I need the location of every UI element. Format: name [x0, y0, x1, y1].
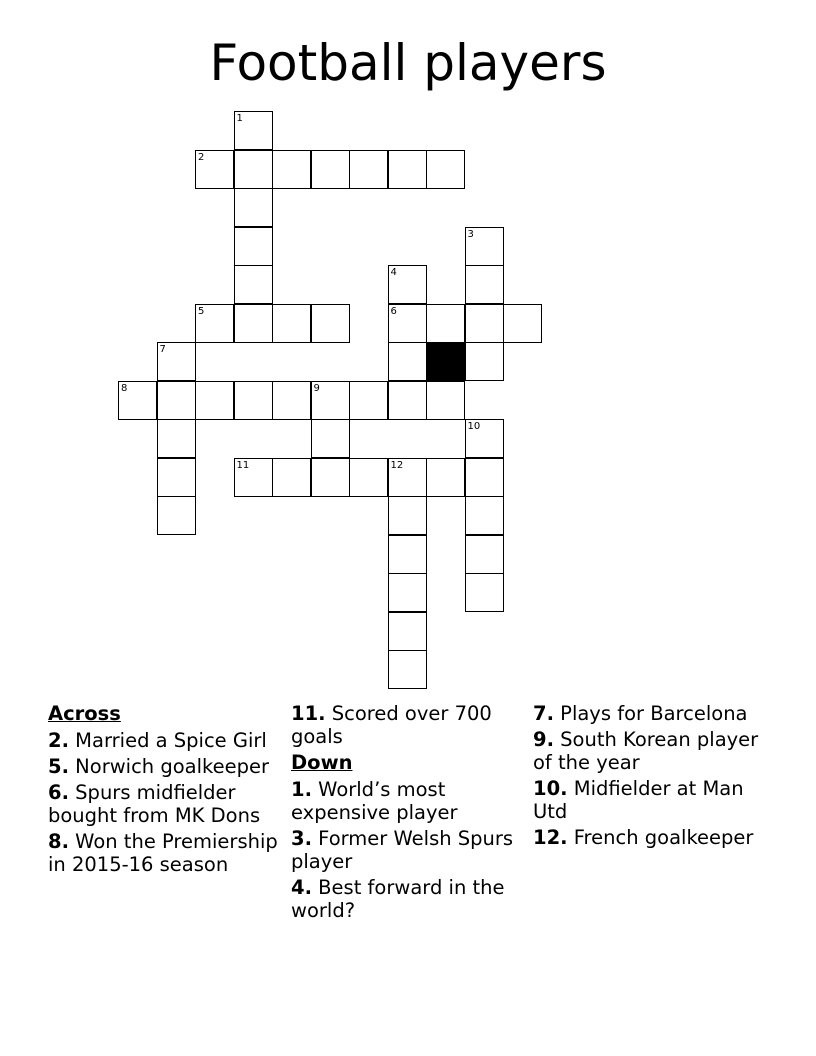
grid-cell[interactable] — [465, 535, 504, 574]
clue-across-8 — [48, 830, 278, 876]
grid-cell[interactable] — [157, 419, 196, 458]
clue-text: Midfielder at Man Utd — [533, 777, 744, 823]
black-square — [426, 342, 465, 381]
clue-text: Best forward in the world? — [291, 876, 505, 922]
grid-cell[interactable] — [426, 150, 465, 189]
clue-number: 3. — [291, 827, 312, 850]
grid-cell[interactable] — [465, 342, 504, 381]
clue-down-12 — [533, 826, 763, 849]
grid-cell[interactable] — [234, 304, 273, 343]
grid-cell[interactable] — [426, 381, 465, 420]
grid-cell[interactable] — [388, 265, 427, 304]
grid-cell[interactable] — [272, 304, 311, 343]
cell-number: 11 — [236, 459, 250, 471]
grid-cell[interactable] — [234, 265, 273, 304]
clues-column-3 — [533, 702, 763, 852]
grid-cell[interactable] — [465, 458, 504, 497]
grid-cell[interactable] — [503, 304, 542, 343]
down-heading: Down — [291, 751, 353, 774]
clue-number: 6. — [48, 781, 69, 804]
clue-text: Norwich goalkeeper — [68, 755, 270, 778]
grid-cell[interactable] — [388, 573, 427, 612]
clue-number: 9. — [533, 728, 554, 751]
cell-number: 7 — [159, 344, 166, 355]
grid-cell[interactable] — [426, 304, 465, 343]
clue-number: 5. — [48, 755, 69, 778]
grid-cell[interactable] — [426, 458, 465, 497]
grid-cell[interactable] — [234, 381, 273, 420]
grid-cell[interactable] — [388, 342, 427, 381]
grid-cell[interactable] — [465, 227, 504, 266]
grid-cell[interactable] — [272, 458, 311, 497]
clue-down-1 — [291, 778, 521, 824]
grid-cell[interactable] — [388, 612, 427, 651]
grid-cell[interactable] — [465, 304, 504, 343]
grid-cell[interactable] — [388, 150, 427, 189]
grid-cell[interactable] — [157, 342, 196, 381]
grid-cell[interactable] — [195, 150, 234, 189]
grid-cell[interactable] — [234, 227, 273, 266]
grid-cell[interactable] — [157, 381, 196, 420]
cell-number: 10 — [467, 421, 481, 432]
clue-text: Won the Premiership in 2015-16 season — [48, 830, 278, 876]
grid-cell[interactable] — [311, 304, 350, 343]
grid-cell[interactable] — [465, 573, 504, 612]
clue-text: South Korean player of the year — [533, 728, 759, 774]
clue-across-6 — [48, 781, 278, 827]
grid-cell[interactable] — [388, 304, 427, 343]
clue-down-10 — [533, 777, 763, 823]
grid-cell[interactable] — [388, 458, 427, 497]
clue-number: 10. — [533, 777, 568, 800]
cell-number: 3 — [467, 228, 474, 240]
cell-number: 8 — [121, 382, 128, 394]
clue-across-11 — [291, 702, 521, 748]
grid-cell[interactable] — [118, 381, 157, 420]
grid-cell[interactable] — [349, 150, 388, 189]
grid-cell[interactable] — [388, 535, 427, 574]
clue-down-9 — [533, 728, 763, 774]
grid-cell[interactable] — [465, 419, 504, 458]
grid-cell[interactable] — [311, 150, 350, 189]
grid-cell[interactable] — [465, 496, 504, 535]
clue-text: Spurs midfielder bought from MK Dons — [48, 781, 261, 827]
clue-across-5 — [48, 755, 278, 778]
grid-cell[interactable] — [311, 458, 350, 497]
clue-number: 12. — [533, 826, 568, 849]
grid-cell[interactable] — [195, 304, 234, 343]
clue-across-2 — [48, 729, 278, 752]
clue-number: 2. — [48, 729, 69, 752]
clue-text: Former Welsh Spurs player — [291, 827, 514, 873]
grid-cell[interactable] — [349, 458, 388, 497]
clue-number: 7. — [533, 702, 554, 725]
grid-cell[interactable] — [465, 265, 504, 304]
clue-number: 1. — [291, 778, 312, 801]
clue-down-3 — [291, 827, 521, 873]
clues-column-2 — [291, 702, 521, 925]
clue-down-4 — [291, 876, 521, 922]
cell-number: 5 — [198, 305, 205, 317]
clues-column-1 — [48, 702, 278, 879]
grid-cell[interactable] — [388, 381, 427, 420]
cell-number: 6 — [390, 305, 397, 317]
grid-cell[interactable] — [234, 188, 273, 227]
cell-number: 2 — [198, 151, 205, 163]
grid-cell[interactable] — [349, 381, 388, 420]
page-title: Football players — [209, 34, 607, 92]
clue-number: 4. — [291, 876, 312, 899]
grid-cell[interactable] — [234, 111, 273, 150]
across-heading: Across — [48, 702, 121, 725]
clue-text: Scored over 700 goals — [291, 702, 492, 748]
grid-cell[interactable] — [272, 150, 311, 189]
cell-number: 1 — [236, 113, 243, 124]
cell-number: 12 — [390, 459, 404, 471]
clue-text: Plays for Barcelona — [553, 702, 748, 725]
clue-text: French goalkeeper — [567, 826, 754, 849]
clue-number: 11. — [291, 702, 326, 725]
clue-down-7 — [533, 702, 763, 725]
grid-cell[interactable] — [311, 381, 350, 420]
grid-cell[interactable] — [234, 458, 273, 497]
grid-cell[interactable] — [311, 419, 350, 458]
clue-text: Married a Spice Girl — [68, 729, 267, 752]
grid-cell[interactable] — [388, 650, 427, 689]
grid-cell[interactable] — [388, 496, 427, 535]
grid-cell[interactable] — [195, 381, 234, 420]
grid-cell[interactable] — [272, 381, 311, 420]
grid-cell[interactable] — [234, 150, 273, 189]
clue-text: World’s most expensive player — [291, 778, 458, 824]
cell-number: 9 — [313, 382, 320, 394]
grid-cell[interactable] — [157, 458, 196, 497]
grid-cell[interactable] — [157, 496, 196, 535]
cell-number: 4 — [390, 267, 397, 278]
clue-number: 8. — [48, 830, 69, 853]
